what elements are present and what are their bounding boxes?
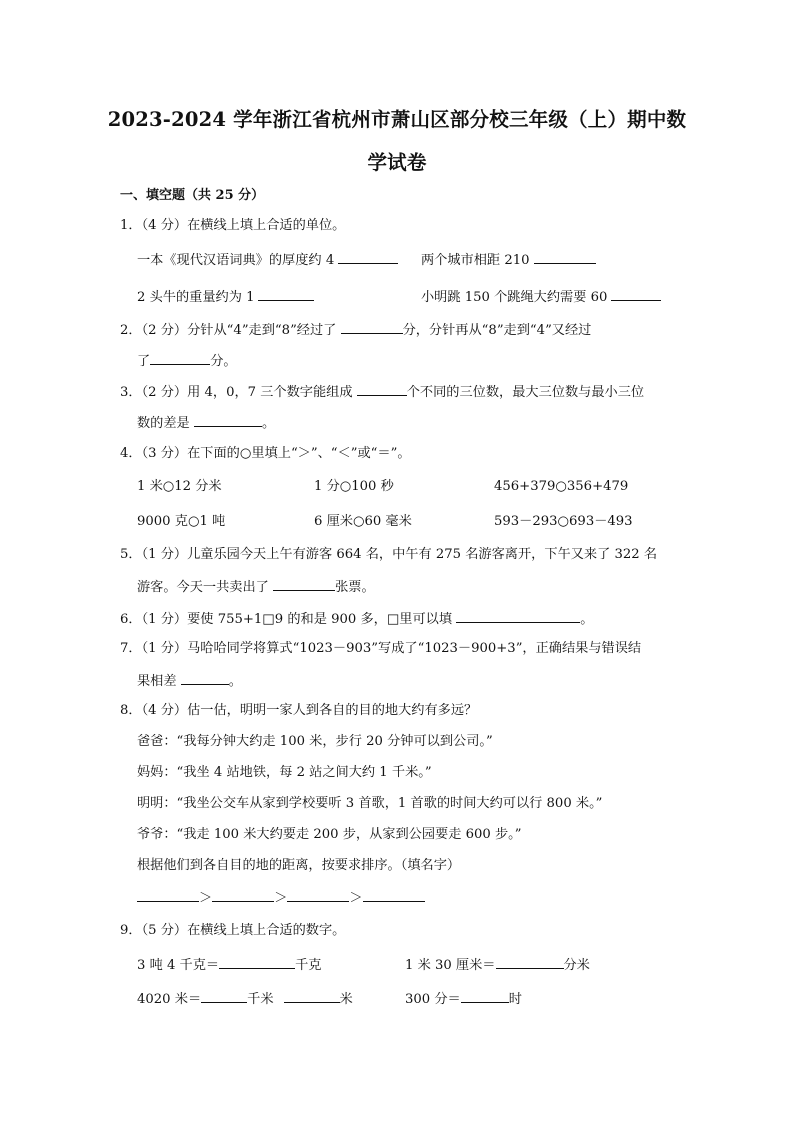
q1-item-d bbox=[421, 287, 661, 307]
q3-blank-1[interactable] bbox=[357, 382, 407, 396]
q1-blank-b[interactable] bbox=[534, 250, 596, 264]
q2-line1 bbox=[120, 320, 591, 340]
q1-blank-c[interactable] bbox=[258, 287, 314, 301]
q7-text-2: 。 bbox=[228, 674, 242, 689]
q1-item-a bbox=[137, 250, 398, 270]
q1-blank-d[interactable] bbox=[611, 287, 661, 301]
q1-item-d-text: 小明跳 150 个跳绳大约需要 60 bbox=[421, 290, 608, 305]
q4-item-5: 6 厘米○60 毫米 bbox=[314, 514, 412, 529]
q3-text-4: 。 bbox=[261, 416, 276, 431]
q3-text-3: 数的差是 bbox=[137, 416, 194, 431]
q5-line1: 5．（1 分）儿童乐园今天上午有游客 664 名，中午有 275 名游客离开，下午又来了 322 名 bbox=[120, 547, 658, 562]
q9-item-a bbox=[137, 955, 321, 975]
q7-line2 bbox=[137, 671, 242, 691]
q8-blank-1[interactable] bbox=[137, 888, 199, 902]
q6-blank[interactable] bbox=[456, 609, 580, 623]
q9-b-text-1: 1 米 30 厘米＝ bbox=[405, 958, 496, 973]
q8-gt-3: ＞ bbox=[349, 891, 363, 906]
q9-stem: 9．（5 分）在横线上填上合适的数字。 bbox=[120, 923, 346, 938]
q9-d-text-1: 300 分＝ bbox=[405, 992, 461, 1007]
q9-a-text-1: 3 吨 4 千克＝ bbox=[137, 958, 220, 973]
q3-blank-2[interactable] bbox=[194, 413, 262, 427]
q3-text-1: 3．（2 分）用 4，0，7 三个数字能组成 bbox=[120, 385, 357, 400]
q4-item-4: 9000 克○1 吨 bbox=[137, 514, 226, 529]
q9-blank-a[interactable] bbox=[219, 955, 295, 969]
page-title-continued: 学试卷 bbox=[367, 151, 427, 174]
q4-item-6: 593－293○693－493 bbox=[494, 514, 633, 529]
q5-line2 bbox=[137, 577, 375, 597]
q4-item-1: 1 米○12 分米 bbox=[137, 479, 222, 494]
q9-blank-d[interactable] bbox=[461, 989, 509, 1003]
q8-blank-3[interactable] bbox=[287, 888, 349, 902]
q5-text-1: 游客。今天一共卖出了 bbox=[137, 580, 274, 595]
q9-d-text-2: 时 bbox=[508, 992, 522, 1007]
q8-stem: 8．（4 分）估一估，明明一家人到各自的目的地大约有多远？ bbox=[120, 703, 478, 718]
q2-text-1: 2．（2 分）分针从“4”走到“8”经过了 bbox=[120, 323, 341, 338]
q8-blank-2[interactable] bbox=[212, 888, 274, 902]
q3-line2 bbox=[137, 413, 275, 433]
q3-text-2: 个不同的三位数，最大三位数与最小三位 bbox=[406, 385, 645, 400]
q9-c-text-3: 米 bbox=[339, 992, 353, 1007]
q8-ranking-row bbox=[137, 888, 425, 908]
q8-blank-4[interactable] bbox=[363, 888, 425, 902]
q1-stem: 1．（4 分）在横线上填上合适的单位。 bbox=[120, 218, 346, 233]
q1-item-c bbox=[137, 287, 314, 307]
q9-item-d bbox=[405, 989, 522, 1009]
q4-stem: 4．（3 分）在下面的○里填上“＞”、“＜”或“＝”。 bbox=[120, 446, 411, 461]
q9-a-text-2: 千克 bbox=[295, 958, 322, 973]
q8-gt-1: ＞ bbox=[199, 891, 213, 906]
q9-blank-b[interactable] bbox=[496, 955, 564, 969]
q1-item-c-text: 2 头牛的重量约为 1 bbox=[137, 290, 255, 305]
q1-item-b-text: 两个城市相距 210 bbox=[421, 253, 530, 268]
q2-blank-1[interactable] bbox=[341, 320, 403, 334]
q2-text-3: 了 bbox=[137, 354, 151, 369]
q8-ming: 明明：“我坐公交车从家到学校要听 3 首歌，1 首歌的时间大约可以行 800 米。” bbox=[137, 796, 603, 811]
q9-b-text-2: 分米 bbox=[563, 958, 590, 973]
section-heading-fill-in: 一、填空题（共 25 分） bbox=[120, 188, 265, 203]
q8-gt-2: ＞ bbox=[274, 891, 288, 906]
q6-text-2: 。 bbox=[580, 612, 594, 627]
q3-line1 bbox=[120, 382, 644, 402]
q1-blank-a[interactable] bbox=[338, 250, 398, 264]
q6-text-1: 6．（1 分）要使 755+1□9 的和是 900 多，□里可以填 bbox=[120, 612, 457, 627]
q1-item-a-text: 一本《现代汉语词典》的厚度约 4 bbox=[137, 253, 335, 268]
q2-text-4: 分。 bbox=[210, 354, 237, 369]
q9-blank-c1[interactable] bbox=[201, 989, 247, 1003]
q2-text-2: 分，分针再从“8”走到“4”又经过 bbox=[402, 323, 592, 338]
q7-blank[interactable] bbox=[181, 671, 229, 685]
q7-text-1: 果相差 bbox=[137, 674, 181, 689]
q9-c-text-1: 4020 米＝ bbox=[137, 992, 202, 1007]
q9-item-b bbox=[405, 955, 590, 975]
page-title: 2023-2024 学年浙江省杭州市萧山区部分校三年级（上）期中数 bbox=[107, 108, 687, 131]
q8-dad: 爸爸：“我每分钟大约走 100 米，步行 20 分钟可以到公司。” bbox=[137, 734, 493, 749]
q9-c-text-2: 千米 bbox=[247, 992, 274, 1007]
q1-item-b bbox=[421, 250, 596, 270]
q8-instruction: 根据他们到各自目的地的距离，按要求排序。（填名字） bbox=[137, 858, 461, 873]
q9-item-c bbox=[137, 989, 353, 1009]
q6-line bbox=[120, 609, 593, 629]
q5-text-2: 张票。 bbox=[335, 580, 375, 595]
q5-blank[interactable] bbox=[273, 577, 335, 591]
q4-item-2: 1 分○100 秒 bbox=[314, 479, 394, 494]
q8-grandpa: 爷爷：“我走 100 米大约要走 200 步，从家到公园要走 600 步。” bbox=[137, 827, 522, 842]
q8-mom: 妈妈：“我坐 4 站地铁，每 2 站之间大约 1 千米。” bbox=[137, 765, 432, 780]
q2-line2 bbox=[137, 351, 237, 371]
q9-blank-c2[interactable] bbox=[284, 989, 340, 1003]
q7-line1: 7．（1 分）马哈哈同学将算式“1023－903”写成了“1023－900+3”，正确结果与错误结 bbox=[120, 641, 642, 656]
q4-item-3: 456+379○356+479 bbox=[494, 479, 629, 494]
q2-blank-2[interactable] bbox=[150, 351, 210, 365]
